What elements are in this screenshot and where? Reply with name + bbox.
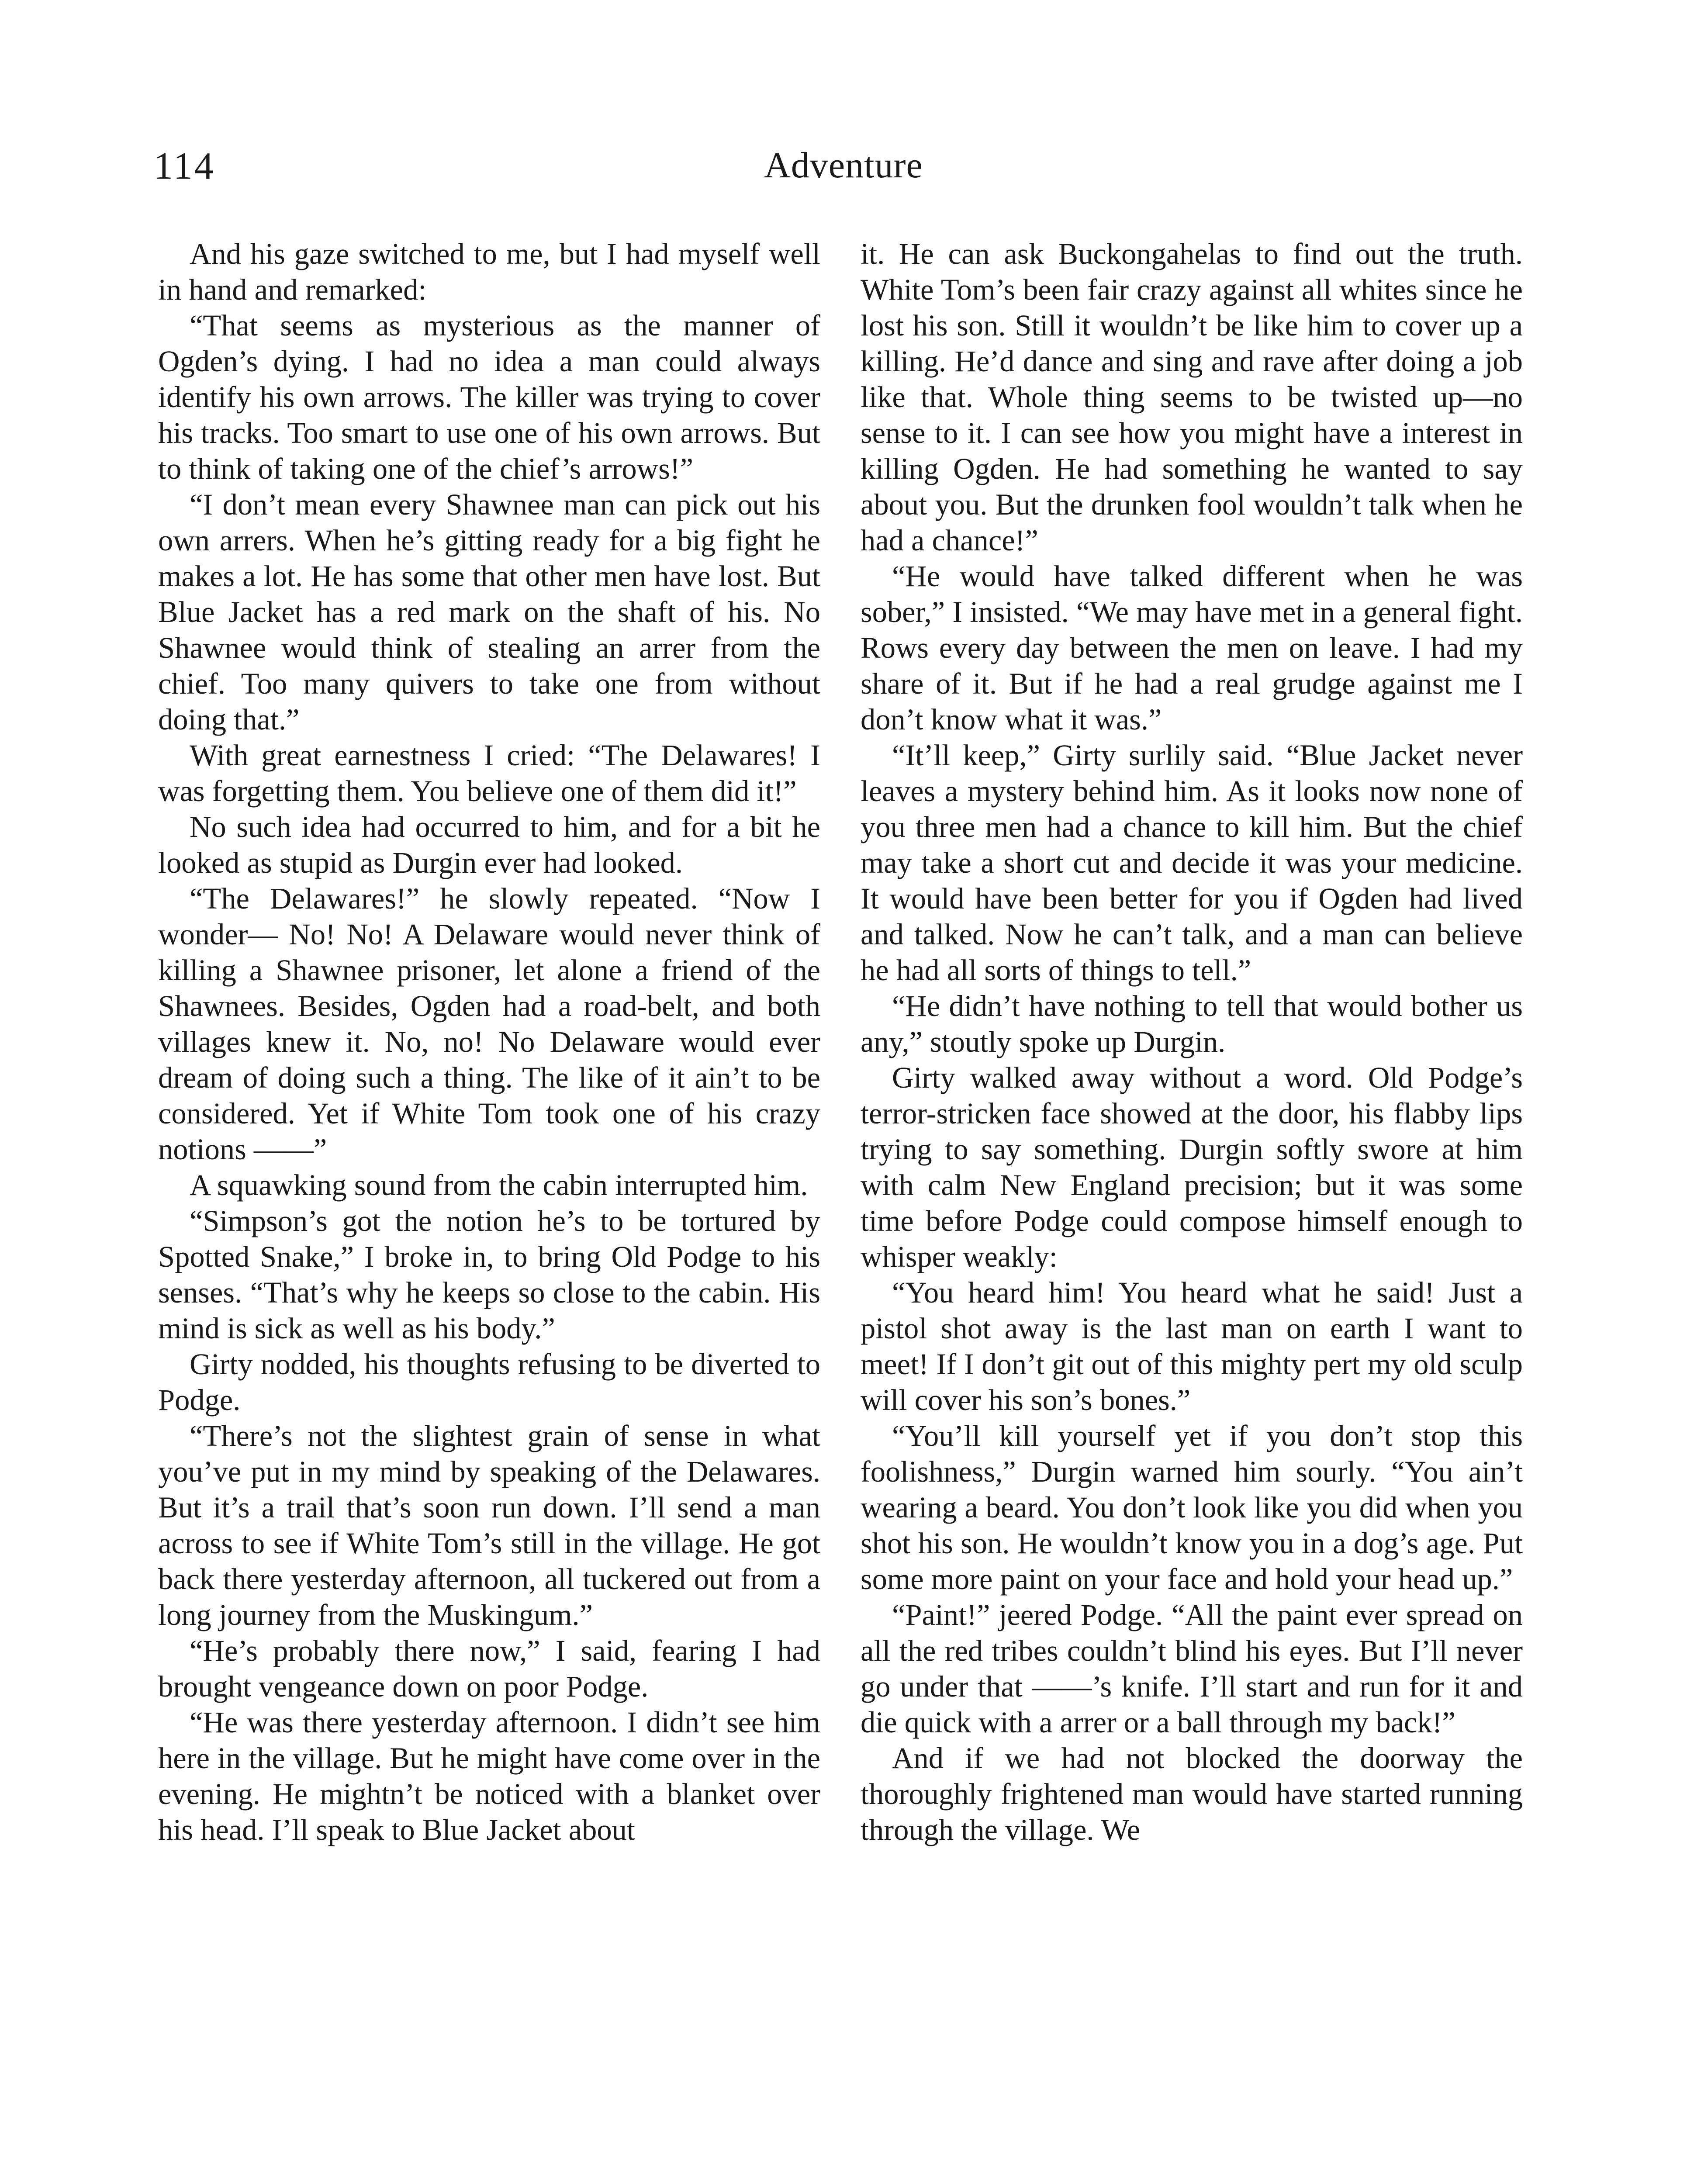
paragraph: With great earnestness I cried: “The Delawares! I was forgetting them. You believe one of them did it!” — [158, 739, 820, 808]
left-column — [158, 236, 820, 1848]
paragraph: Girty walked away without a word. Old Podge’s terror-stricken face showed at the door, his flabby lips trying to say something. Durgin softly swore at him with calm New England precision; but it was some time before Podge could compose himself enough to whisper weakly: — [861, 1061, 1523, 1273]
paragraph-continued: it. He can ask Buckongahelas to find out the truth. White Tom’s been fair crazy against all whites since he lost his son. Still it wouldn’t be like him to cover up a killing. He’d dance and sing and rave after doing a job like that. Whole thing seems to be twisted up—no sense to it. I can see how you might have a interest in killing Ogden. He had something he wanted to say about you. But the drunken fool wouldn’t talk when he had a chance!” — [861, 237, 1523, 557]
paragraph: “That seems as mysterious as the manner of Ogden’s dying. I had no idea a man could always identify his own arrows. The killer was trying to cover his tracks. Too smart to use one of his own arrows. But to think of taking one of the chief’s arrows!” — [158, 309, 820, 485]
paragraph: “You’ll kill yourself yet if you don’t stop this foolishness,” Durgin warned him sourly. “You ain’t wearing a beard. You don’t look like you did when you shot his son. He wouldn’t know you in a dog’s age. Put some more paint on your face and hold your head up.” — [861, 1419, 1523, 1596]
paragraph: “The Delawares!” he slowly repeated. “Now I wonder— No! No! A Delaware would never think of killing a Shawnee prisoner, let alone a friend of the Shawnees. Besides, Ogden had a road-belt, and both villages knew it. No, no! No Delaware would ever dream of doing such a thing. The like of it ain’t to be considered. Yet if White Tom took one of his crazy notions ——” — [158, 882, 820, 1166]
paragraph: “He was there yesterday afternoon. I didn’t see him here in the village. But he might have come over in the evening. He mightn’t be noticed with a blanket over his head. I’ll speak to Blue Jacket about — [158, 1706, 820, 1846]
paragraph: No such idea had occurred to him, and for a bit he looked as stupid as Durgin ever had looked. — [158, 810, 820, 879]
paragraph: “It’ll keep,” Girty surlily said. “Blue Jacket never leaves a mystery behind him. As it looks now none of you three men had a chance to kill him. But the chief may take a short cut and decide it was your medicine. It would have been better for you if Ogden had lived and talked. Now he can’t talk, and a man can believe he had all sorts of things to tell.” — [861, 739, 1523, 987]
paragraph: And if we had not blocked the doorway the thoroughly frightened man would have started running through the village. We — [861, 1742, 1523, 1846]
page-header — [0, 144, 1687, 205]
right-column — [861, 236, 1523, 1848]
paragraph: “He would have talked different when he was sober,” I insisted. “We may have met in a general fight. Rows every day between the men on leave. I had my share of it. But if he had a real grudge against me I don’t know what it was.” — [861, 560, 1523, 736]
paragraph: Girty nodded, his thoughts refusing to be diverted to Podge. — [158, 1348, 820, 1417]
paragraph: A squawking sound from the cabin interrupted him. — [190, 1168, 808, 1202]
paragraph: “You heard him! You heard what he said! Just a pistol shot away is the last man on earth I want to meet! If I don’t git out of this mighty pert my old sculp will cover his son’s bones.” — [861, 1276, 1523, 1417]
paragraph: “I don’t mean every Shawnee man can pick out his own arrers. When he’s gitting ready for a big fight he makes a lot. He has some that other men have lost. But Blue Jacket has a red mark on the shaft of his. No Shawnee would think of stealing an arrer from the chief. Too many quivers to take one from without doing that.” — [158, 488, 820, 736]
paragraph: “There’s not the slightest grain of sense in what you’ve put in my mind by speaking of the Delawares. But it’s a trail that’s soon run down. I’ll send a man across to see if White Tom’s still in the village. He got back there yesterday afternoon, all tuckered out from a long journey from the Muskingum.” — [158, 1419, 820, 1631]
page-number: 114 — [154, 145, 215, 187]
paragraph: “He didn’t have nothing to tell that would bother us any,” stoutly spoke up Durgin. — [861, 989, 1523, 1058]
paragraph: And his gaze switched to me, but I had myself well in hand and remarked: — [158, 237, 820, 306]
paragraph: “Simpson’s got the notion he’s to be tortured by Spotted Snake,” I broke in, to bring Old Podge to his senses. “That’s why he keeps so close to the cabin. His mind is sick as well as his body.” — [158, 1204, 820, 1345]
running-head-title: Adventure — [764, 145, 923, 186]
paragraph: “Paint!” jeered Podge. “All the paint ever spread on all the red tribes couldn’t blind his eyes. But I’ll never go under that ——’s knife. I’ll start and run for it and die quick with a arrer or a ball through my back!” — [861, 1598, 1523, 1739]
paragraph: “He’s probably there now,” I said, fearing I had brought vengeance down on poor Podge. — [158, 1634, 820, 1703]
